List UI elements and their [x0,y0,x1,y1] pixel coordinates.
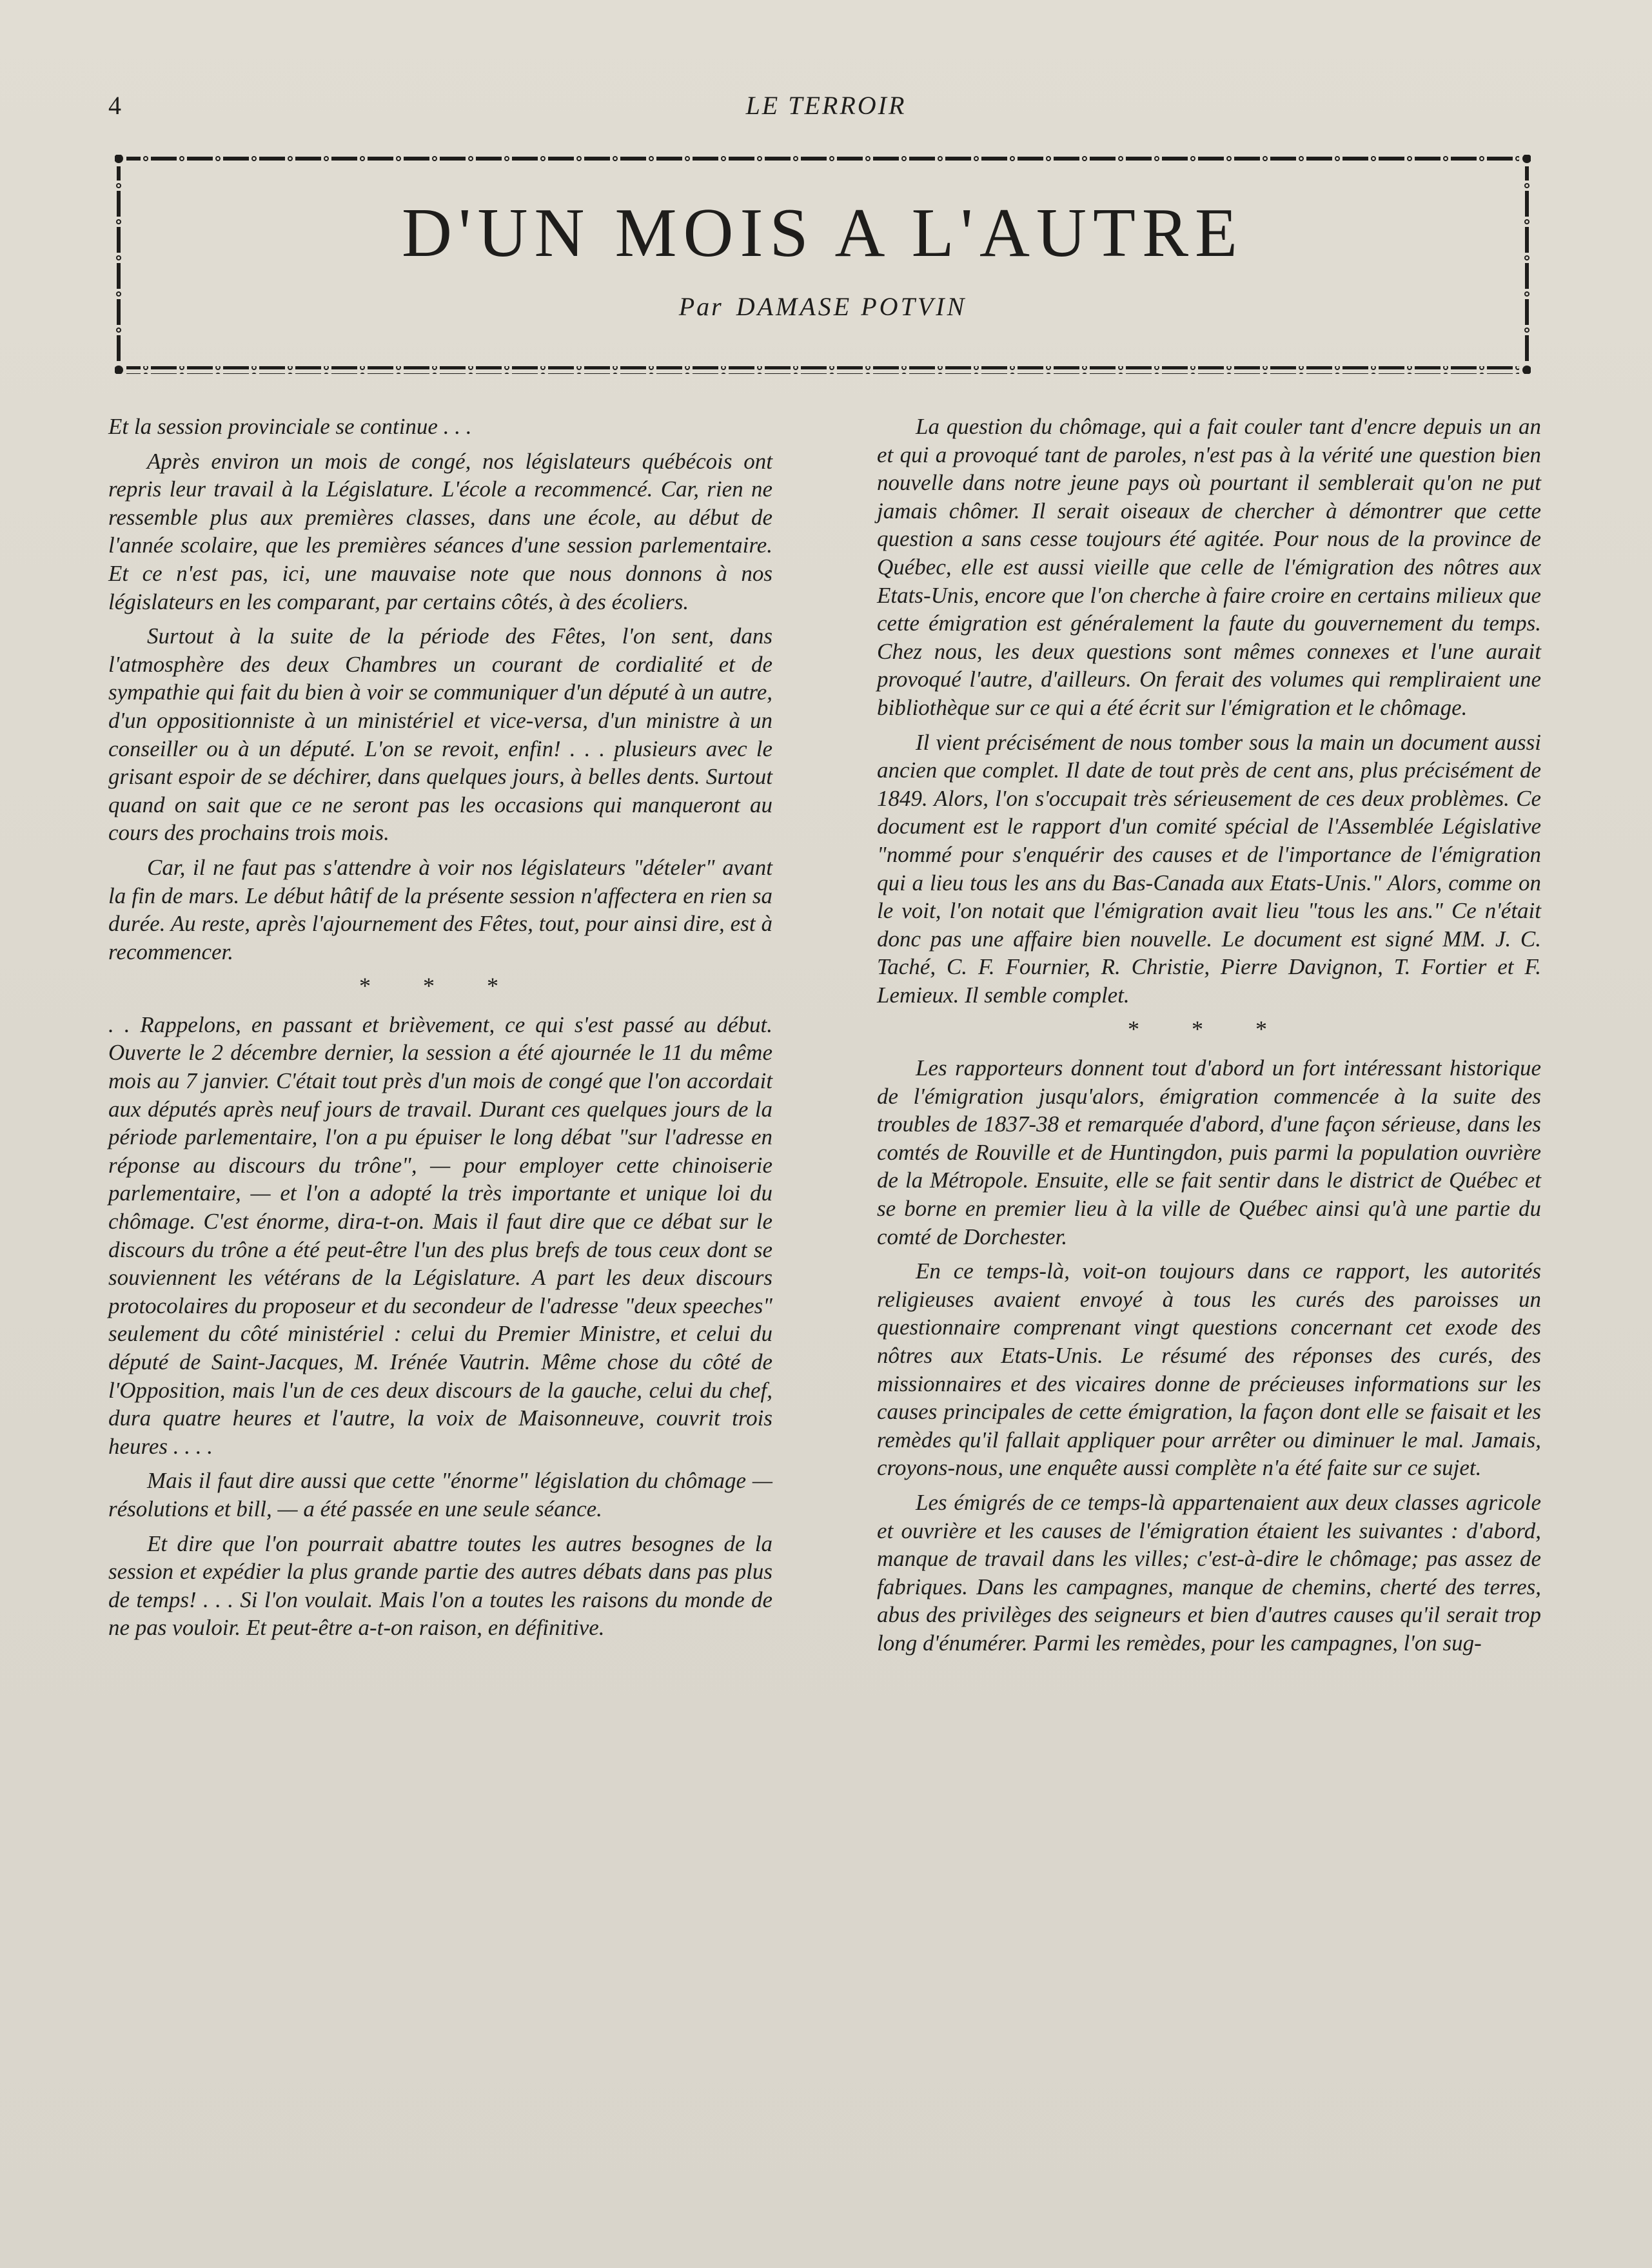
paragraph: Après environ un mois de congé, nos législateurs québécois ont repris leur travail à la Législature. L'école a recommencé. Car, rien ne ressemble plus aux premières classes, dans une école, au début de l'année scolaire, que les premières séances d'une session parlementaire. Et ce n'est pas, ici, une mauvaise note que nous donnons à nos législateurs en les comparant, par certains côtés, à des écoliers. [108,448,772,614]
paragraph: Car, il ne faut pas s'attendre à voir nos législateurs "dételer" avant la fin de mars. Le début hâtif de la présente session n'affectera en rien sa durée. Au reste, après l'ajournement des Fêtes, tout, pour ainsi dire, est à recommencer. [108,854,772,964]
author-name: DAMASE POTVIN [736,292,967,321]
paragraph: Les rapporteurs donnent tout d'abord un fort intéressant historique de l'émigration jusqu'alors, émigration commencée à la suite des troubles de 1837-38 et remarquée d'abord, d'une façon sérieuse, dans les comtés de Rouville et de Huntingdon, puis parmi la population ouvrière de la Métropole. Ensuite, elle se fait sentir dans le district de Québec et se borne en premier lieu à la ville de Québec ainsi qu'à une partie du comté de Dorchester. [877,1055,1541,1249]
article-title: D'UN MOIS A L'AUTRE [402,195,1244,271]
section-separator: * * * [1128,1016,1290,1042]
paragraph: . . Rappelons, en passant et brièvement, ce qui s'est passé au début. Ouverte le 2 décembre dernier, la session a été ajournée le 11 du même mois au 7 janvier. C'était tout près d'un mois de congé que l'on accordait aux députés après neuf jours de travail. Durant ces quelques jours de la période parlementaire, l'on a pu épuiser le long débat "sur l'adresse en réponse au discours du trône", — pour employer cette chinoiserie parlementaire, — et l'on a adopté la très importante et unique loi du chômage. C'est énorme, dira-t-on. Mais il faut dire que ce débat sur le discours du trône a été peut-être l'un des plus brefs de tous ceux dont se souviennent les vétérans de la Législature. A part les deux discours protocolaires du proposeur et du secondeur de l'adresse "deux speeches" seulement du côté ministériel : celui du Premier Ministre, et celui du député de Saint-Jacques, M. Irénée Vautrin. Même chose du côté de l'Opposition, mais l'un de ces deux discours de la gauche, celui du chef, dura quatre heures et l'autre, la voix de Maisonneuve, couvrit trois heures . . . . [108,1012,772,1459]
paragraph: Il vient précisément de nous tomber sous la main un document aussi ancien que complet. Il date de tout près de cent ans, plus précisément de 1849. Alors, l'on s'occupait très sérieusement de ces deux problèmes. Ce document est le rapport d'un comité spécial de l'Assemblée Législative "nommé pour s'enquérir des causes et de l'importance de l'émigration qui a lieu tous les ans du Bas-Canada aux Etats-Unis." Alors, comme on le voit, l'on notait que l'émigration avait lieu "tous les ans." Ce n'était donc pas une affaire bien nouvelle. Le document est signé MM. J. C. Taché, C. F. Fournier, R. Christie, Pierre Davignon, T. Fortier et F. Lemieux. Il semble complet. [877,729,1541,1008]
paragraph: Et la session provinciale se continue . . . [108,414,472,439]
left-column [108,413,772,1648]
right-column [877,413,1541,1664]
byline-prefix: Par [678,292,723,321]
paragraph: En ce temps-là, voit-on toujours dans ce rapport, les autorités religieuses avaient envoyé à tous les curés des paroisses un questionnaire comprenant vingt questions concernant cet exode des nôtres aux Etats-Unis. Le résumé des réponses des curés, des missionnaires et des vicaires donne de précieuses informations sur les causes principales de cette émigration, la façon dont elle se faisait et les remèdes qu'il fallait appliquer pour arrêter ou diminuer le mal. Jamais, croyons-nous, une enquête aussi complète n'a été faite sur ce sujet. [877,1258,1541,1481]
paragraph: La question du chômage, qui a fait couler tant d'encre depuis un an et qui a provoqué tant de paroles, n'est pas à la vérité une question bien nouvelle dans notre jeune pays où pourtant il semblerait qu'on ne put jamais chômer. Il serait oiseaux de chercher à démontrer que cette question a sans cesse toujours été agitée. Pour nous de la province de Québec, elle est aussi vieille que celle de l'émigration des nôtres aux Etats-Unis, encore que l'on cherche à faire croire en certains milieux que cette émigration est généralement la faute du gouvernement du temps. Chez nous, les deux questions sont mêmes connexes et l'une aurait provoqué l'autre, d'ailleurs. On ferait des volumes qui rempliraient une bibliothèque sur ce qui a été écrit sur l'émigration et le chômage. [877,414,1541,720]
title-frame [115,155,1531,374]
running-head: LE TERROIR [745,91,907,120]
paragraph: Et dire que l'on pourrait abattre toutes les autres besognes de la session et expédier la plus grande partie des autres débats dans pas plus de temps! . . . Si l'on voulait. Mais l'on a toutes les raisons du monde de ne pas vouloir. Et peut-être a-t-on raison, en définitive. [108,1530,772,1641]
paragraph: Les émigrés de ce temps-là appartenaient aux deux classes agricole et ouvrière et les causes de l'émigration étaient les suivantes : d'abord, manque de travail dans les villes; c'est-à-dire le chômage; pas assez de fabriques. Dans les campagnes, manque de chemins, cherté des terres, abus des privilèges des seigneurs et bien d'autres causes qu'il serait trop long d'énumérer. Parmi les remèdes, pour les campagnes, l'on sug- [877,1489,1541,1656]
paragraph: Mais il faut dire aussi que cette "énorme" législation du chômage — résolutions et bill, — a été passée en une seule séance. [108,1468,772,1521]
page-number: 4 [108,91,121,120]
byline [115,291,1531,322]
paragraph: Surtout à la suite de la période des Fêtes, l'on sent, dans l'atmosphère des deux Chambres un courant de cordialité et de sympathie qui fait du bien à voir se communiquer d'un député à un autre, d'un oppositionniste à un ministériel et vice-versa, d'un ministre à un conseiller ou à un député. L'on se revoit, enfin! . . . plusieurs avec le grisant espoir de se déchirer, dans quelques jours, à belles dents. Surtout quand on sait que ce ne seront pas les occasions qui manqueront au cours des prochains trois mois. [108,623,772,846]
section-separator: * * * [359,973,522,999]
